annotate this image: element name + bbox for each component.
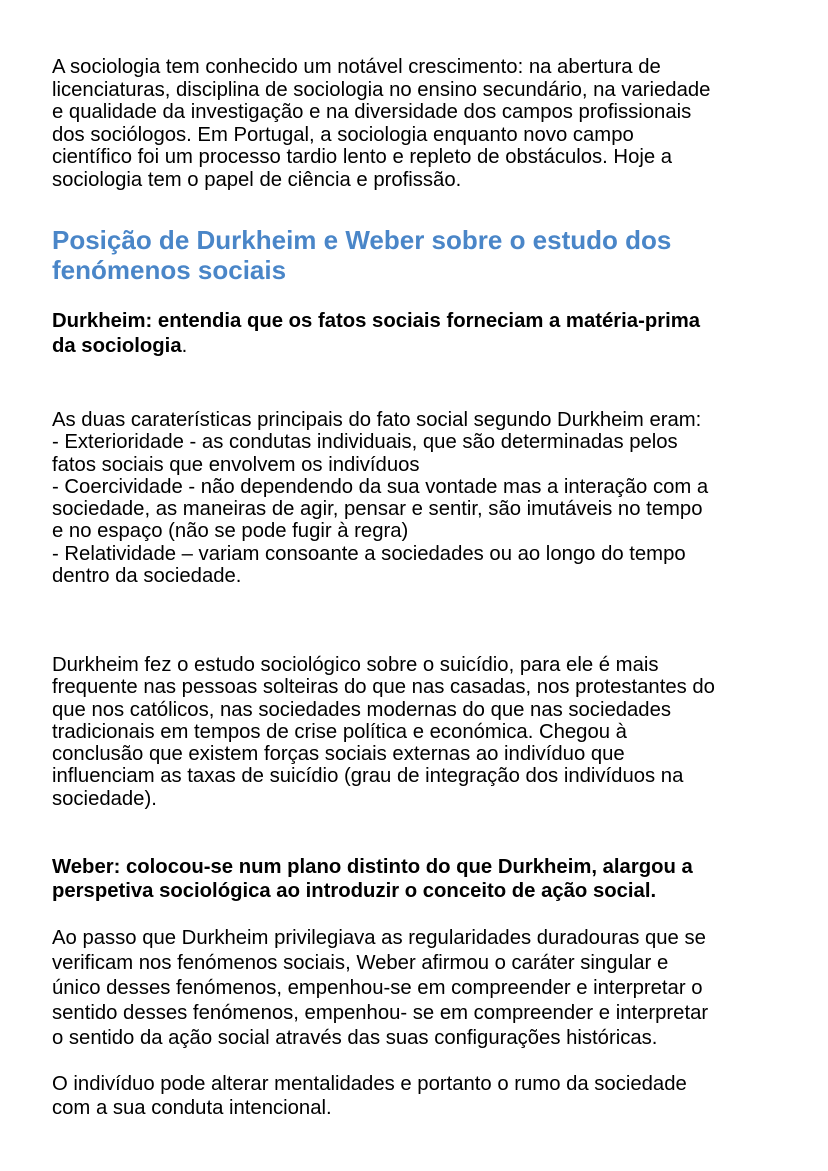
text-line: fatos sociais que envolvem os indivíduos	[52, 453, 420, 476]
text-line: único desses fenómenos, empenhou-se em compreender e interpretar o	[52, 977, 703, 999]
list-item-relatividade: - Relatividade – variam consoante a sociedades ou ao longo do tempo	[52, 542, 686, 565]
text-line: tradicionais em tempos de crise política e económica. Chegou à	[52, 720, 627, 743]
weber-subheading	[52, 855, 693, 903]
text-line: Durkheim fez o estudo sociológico sobre o suicídio, para ele é mais	[52, 654, 659, 676]
text-line: dos sociólogos. Em Portugal, a sociologia enquanto novo campo	[52, 123, 634, 146]
text-line: Durkheim: entendia que os fatos sociais forneciam a matéria-prima	[52, 310, 701, 332]
text-line: sociedade, as maneiras de agir, pensar e sentir, são imutáveis no tempo	[52, 498, 703, 521]
text-line: frequente nas pessoas solteiras do que nas casadas, nos protestantes do	[52, 676, 715, 699]
individual-paragraph	[52, 1072, 687, 1120]
list-item-coercividade: - Coercividade - não dependendo da sua vontade mas a interação com a	[52, 475, 709, 498]
text-line: científico foi um processo tardio lento e repleto de obstáculos. Hoje a	[52, 146, 673, 168]
text-line: O indivíduo pode alterar mentalidades e portanto o rumo da sociedade	[52, 1073, 687, 1095]
intro-paragraph	[52, 56, 710, 191]
heading-line: fenómenos sociais	[52, 255, 287, 285]
text-line: que nos católicos, nas sociedades modernas do que nas sociedades	[52, 698, 671, 721]
text-line: influenciam as taxas de suicídio (grau de integração dos indivíduos na	[52, 765, 684, 788]
text-line: licenciaturas, disciplina de sociologia no ensino secundário, na variedade	[52, 78, 711, 101]
heading-line: Posição de Durkheim e Weber sobre o estudo dos	[52, 225, 672, 255]
text-line: o sentido da ação social através das suas configurações históricas.	[52, 1027, 658, 1049]
section-heading	[52, 225, 671, 285]
text-line: e qualidade da investigação e na diversidade dos campos profissionais	[52, 101, 692, 123]
text-line: perspetiva sociológica ao introduzir o conceito de ação social.	[52, 880, 657, 902]
text-line: conclusão que existem forças sociais externas ao indivíduo que	[52, 743, 625, 766]
suicide-paragraph	[52, 654, 715, 810]
text-line: da sociologia	[52, 334, 182, 357]
text-line: verificam nos fenómenos sociais, Weber afirmou o caráter singular e	[52, 952, 669, 974]
text-line: Weber: colocou-se num plano distinto do que Durkheim, alargou a	[52, 856, 693, 878]
text-line: A sociologia tem conhecido um notável crescimento: na abertura de	[52, 56, 661, 78]
text-line: Ao passo que Durkheim privilegiava as regularidades duradouras que se	[52, 927, 706, 949]
text-line: sentido desses fenómenos, empenhou- se em compreender e interpretar	[52, 1002, 709, 1024]
characteristics-paragraph	[52, 409, 708, 587]
list-item-exterioridade: - Exterioridade - as condutas individuais, que são determinadas pelos	[52, 431, 678, 454]
text-line: dentro da sociedade.	[52, 565, 242, 588]
text-line: sociedade).	[52, 787, 157, 810]
trailing-period: .	[181, 334, 188, 357]
text-line: com a sua conduta intencional.	[52, 1097, 332, 1119]
weber-paragraph	[52, 926, 708, 1051]
text-line: As duas caraterísticas principais do fato social segundo Durkheim eram:	[52, 409, 702, 431]
durkheim-subheading	[52, 309, 700, 358]
text-line: e no espaço (não se pode fugir à regra)	[52, 520, 409, 543]
text-line: sociologia tem o papel de ciência e profissão.	[52, 168, 462, 191]
